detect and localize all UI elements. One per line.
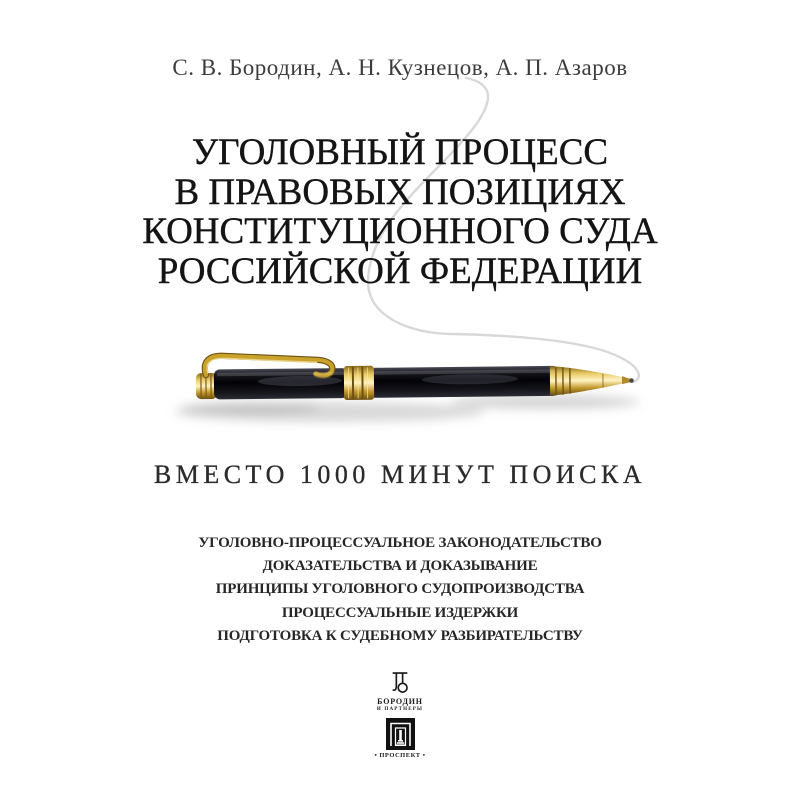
- borodin-logo-text: БОРОДИН: [377, 697, 423, 706]
- title-line-3: КОНСТИТУЦИОННОГО СУДА: [142, 211, 658, 252]
- topic-item-2: ДОКАЗАТЕЛЬСТВА И ДОКАЗЫВАНИЕ: [262, 558, 538, 575]
- tagline: ВМЕСТО 1000 МИНУТ ПОИСКА: [153, 460, 647, 489]
- title-line-2: В ПРАВОВЫХ ПОЗИЦИЯХ: [174, 171, 626, 213]
- authors-line: С. В. Бородин, А. Н. Кузнецов, А. П. Азаров: [172, 55, 628, 80]
- topic-item-3: ПРИНЦИПЫ УГОЛОВНОГО СУДОПРОИЗВОДСТВА: [215, 581, 585, 598]
- topics-list: [0, 532, 800, 648]
- borodin-logo-subtext: И ПАРТНЕРЫ: [376, 707, 424, 712]
- topic-item-4: ПРОЦЕССУАЛЬНЫЕ ИЗДЕРЖКИ: [281, 604, 519, 621]
- title-line-1: УГОЛОВНЫЙ ПРОЦЕСС: [191, 132, 609, 173]
- topic-item-1: УГОЛОВНО-ПРОЦЕССУАЛЬНОЕ ЗАКОНОДАТЕЛЬСТВО: [198, 535, 602, 551]
- prospekt-logo-text: • ПРОСПЕКТ •: [374, 752, 426, 759]
- title-line-4: РОССИЙСКОЙ ФЕДЕРАЦИИ: [157, 250, 643, 292]
- pen-photo: [196, 351, 634, 401]
- topic-item-5: ПОДГОТОВКА К СУДЕБНОМУ РАЗБИРАТЕЛЬСТВУ: [217, 627, 583, 644]
- book-title: [0, 133, 800, 291]
